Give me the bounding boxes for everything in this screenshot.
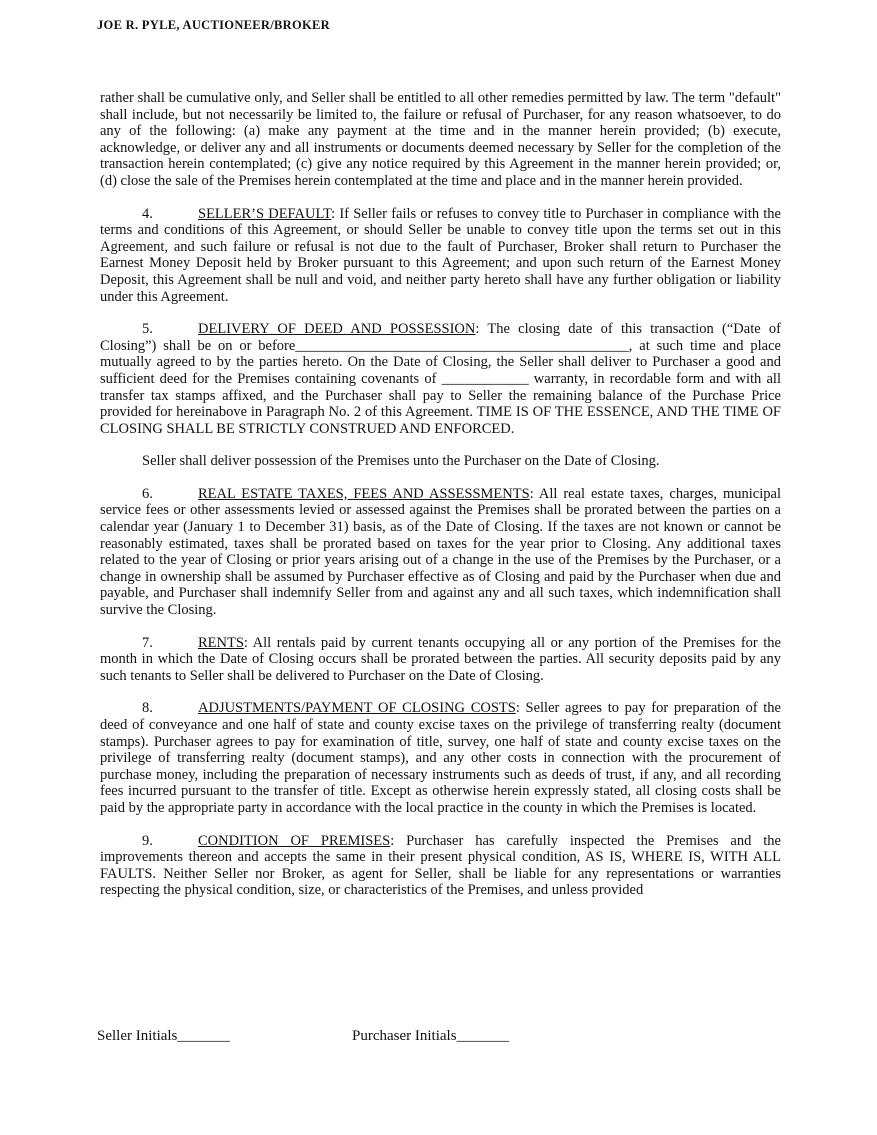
purchaser-initials-label: Purchaser Initials bbox=[352, 1028, 457, 1044]
paragraph-number: 4. bbox=[142, 205, 153, 222]
seller-initials-label: Seller Initials bbox=[97, 1028, 178, 1044]
paragraph-heading: REAL ESTATE TAXES, FEES AND ASSESSMENTS bbox=[198, 485, 530, 502]
paragraph-possession bbox=[100, 453, 781, 470]
paragraph-number: 5. bbox=[142, 321, 153, 338]
paragraph-real-estate-taxes bbox=[100, 486, 781, 619]
seller-initials-blank-line: _______ bbox=[177, 1028, 230, 1044]
paragraph-number: 9. bbox=[142, 832, 153, 849]
paragraph-heading: ADJUSTMENTS/PAYMENT OF CLOSING COSTS bbox=[198, 700, 516, 717]
paragraph-rents bbox=[100, 635, 781, 685]
paragraph-text: : Seller agrees to pay for preparation of the deed of conveyance and one half of state and county excise taxes on the privilege of transferring realty (document stamps). Purchaser agrees to pay for examination of title, survey, one half of state and county excise taxes on the privilege of transferring realty (document stamps), and any other costs in connection with the procurement of purchase money, including the preparation of necessary instruments such as deeds of trust, if any, and all recording fees incurred pursuant to the transfer of title. Except as otherwise herein expressly stated, all closing costs shall be paid by the appropriate party in accordance with the local practice in the county in which the Premises is located. bbox=[100, 700, 781, 816]
paragraph-text: : The closing date of this transaction (“Date of Closing”) shall be on or before______________________________________________, at such time and place mutually agreed to by the parties hereto. On the Date of Closing, the Seller shall deliver to Purchaser a good and sufficient deed for the Premises containing covenants of ____________ warranty, in recordable form and with all transfer tax stamps affixed, and the Purchaser shall pay to Seller the remaining balance of the Purchase Price provided for hereinabove in Paragraph No. 2 of this Agreement. TIME IS OF THE ESSENCE, AND THE TIME OF CLOSING SHALL BE STRICTLY CONSTRUED AND ENFORCED. bbox=[100, 321, 781, 437]
paragraph-delivery-of-deed bbox=[100, 321, 781, 437]
purchaser-initials bbox=[352, 1028, 509, 1045]
paragraph-text: : All real estate taxes, charges, municipal service fees or other assessments levied or assessed against the Premises shall be prorated between the parties on a calendar year (January 1 to December 31) basis, as of the Date of Closing. If the taxes are not known or cannot be reasonably estimated, taxes shall be prorated based on taxes for the year prior to Closing. Any additional taxes related to the year of Closing or prior years arising out of a change in the use of the Premises by the Purchaser, or a change in ownership shall be assumed by Purchaser effective as of Closing and paid by the Purchaser when due and payable, and Purchaser shall indemnify Seller from and against any and all such taxes, which indemnification shall survive the Closing. bbox=[100, 485, 781, 619]
paragraph-text: Seller shall deliver possession of the Premises unto the Purchaser on the Date of Closing. bbox=[142, 453, 660, 470]
paragraph-heading: CONDITION OF PREMISES bbox=[198, 832, 391, 849]
paragraph-adjustments-closing-costs bbox=[100, 700, 781, 816]
paragraph-number: 8. bbox=[142, 700, 153, 717]
paragraph-number: 7. bbox=[142, 634, 153, 651]
paragraph-number: 6. bbox=[142, 485, 153, 502]
paragraph-sellers-default bbox=[100, 206, 781, 306]
paragraph-text: rather shall be cumulative only, and Seller shall be entitled to all other remedies permitted by law. The term "default" shall include, but not necessarily be limited to, the failure or refusal of Purchaser, for any reason whatsoever, to do any of the following: (a) make any payment at the time and in the manner herein provided; (b) execute, acknowledge, or deliver any and all instruments or documents deemed necessary by Seller for the completion of the transaction herein contemplated; (c) give any notice required by this Agreement in the manner herein provided; or, (d) close the sale of the Premises herein contemplated at the time and place and in the manner herein provided. bbox=[100, 90, 781, 189]
paragraph-heading: SELLER’S DEFAULT bbox=[198, 205, 332, 222]
paragraph-text: : Purchaser has carefully inspected the Premises and the improvements thereon and accepts the same in their present physical condition, AS IS, WHERE IS, WITH ALL FAULTS. Neither Seller nor Broker, as agent for Seller, shall be liable for any representations or warranties respecting the physical condition, size, or characteristics of the Premises, and unless provided bbox=[100, 832, 781, 899]
initials-footer bbox=[97, 1028, 781, 1045]
paragraph-heading: RENTS bbox=[198, 634, 244, 651]
purchaser-initials-blank-line: _______ bbox=[456, 1028, 510, 1044]
document-body bbox=[100, 90, 781, 899]
paragraph-default-continuation bbox=[100, 90, 781, 190]
paragraph-text: : If Seller fails or refuses to convey title to Purchaser in compliance with the terms and conditions of this Agreement, or should Seller be unable to convey title upon the terms set out in this Agreement, and such failure or refusal is not due to the fault of Purchaser, Broker shall return to Purchaser the Earnest Money Deposit held by Broker pursuant to this Agreement; and upon such return of the Earnest Money Deposit, this Agreement shall be null and void, and neither party hereto shall have any further obligation or liability under this Agreement. bbox=[100, 205, 781, 305]
paragraph-text: : All rentals paid by current tenants occupying all or any portion of the Premises for the month in which the Date of Closing occurs shall be prorated between the parties. All security deposits paid by any such tenants to Seller shall be delivered to Purchaser on the Date of Closing. bbox=[100, 634, 781, 684]
document-header-broker-name: JOE R. PYLE, AUCTIONEER/BROKER bbox=[97, 18, 330, 32]
paragraph-condition-of-premises bbox=[100, 833, 781, 899]
seller-initials bbox=[97, 1028, 352, 1045]
paragraph-heading: DELIVERY OF DEED AND POSSESSION bbox=[198, 321, 476, 338]
